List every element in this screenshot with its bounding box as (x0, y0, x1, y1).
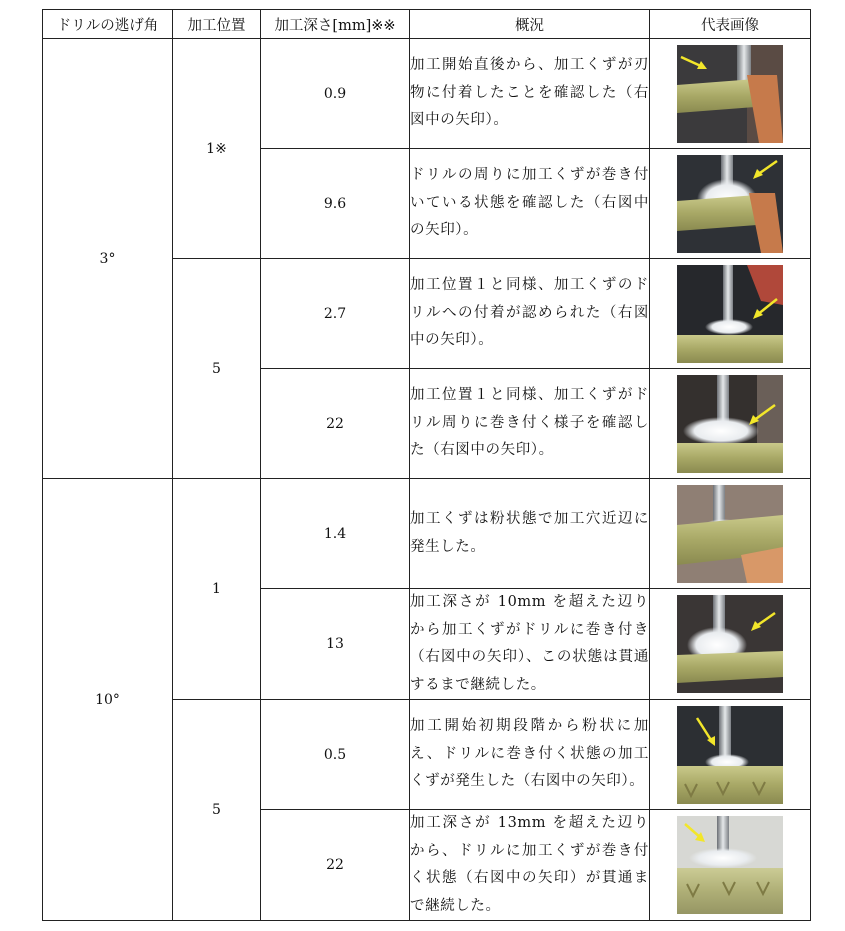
position-cell: 5 (173, 700, 261, 921)
depth-cell: 9.6 (261, 149, 410, 259)
overview-cell: 加工位置１と同様、加工くずがドリル周りに巻き付く様子を確認した（右図中の矢印）。 (410, 369, 650, 479)
depth-cell: 22 (261, 810, 410, 921)
overview-cell: 加工深さが 10mm を超えた辺りから加工くずがドリルに巻き付き（右図中の矢印）、この状態は貫通するまで継続した。 (410, 589, 650, 700)
results-table (42, 9, 811, 921)
overview-cell: 加工開始初期段階から粉状に加え、ドリルに巻き付く状態の加工くずが発生した（右図中の矢印）。 (410, 700, 650, 810)
header-position: 加工位置 (173, 10, 261, 39)
drill-photo-image (677, 816, 783, 914)
depth-cell: 0.9 (261, 39, 410, 149)
image-cell (650, 810, 811, 921)
drill-photo-image (677, 706, 783, 804)
image-cell (650, 259, 811, 369)
overview-cell: ドリルの周りに加工くずが巻き付いている状態を確認した（右図中の矢印）。 (410, 149, 650, 259)
image-cell (650, 700, 811, 810)
drill-photo-image (677, 265, 783, 363)
overview-cell: 加工深さが 13mm を超えた辺りから、ドリルに加工くずが巻き付く状態（右図中の矢印）が貫通まで継続した。 (410, 810, 650, 921)
angle-cell: 3° (43, 39, 173, 479)
depth-cell: 22 (261, 369, 410, 479)
drill-photo-image (677, 485, 783, 583)
depth-cell: 13 (261, 589, 410, 700)
image-cell (650, 149, 811, 259)
drill-photo-image (677, 45, 783, 143)
position-cell: 1 (173, 479, 261, 700)
image-cell (650, 369, 811, 479)
table-row (43, 479, 811, 589)
header-image: 代表画像 (650, 10, 811, 39)
header-depth: 加工深さ[mm]※※ (261, 10, 410, 39)
image-cell (650, 479, 811, 589)
header-row (43, 10, 811, 39)
image-cell (650, 39, 811, 149)
angle-cell: 10° (43, 479, 173, 921)
header-overview: 概況 (410, 10, 650, 39)
position-cell: 5 (173, 259, 261, 479)
header-angle: ドリルの逃げ角 (43, 10, 173, 39)
depth-cell: 0.5 (261, 700, 410, 810)
overview-cell: 加工くずは粉状態で加工穴近辺に発生した。 (410, 479, 650, 589)
depth-cell: 1.4 (261, 479, 410, 589)
overview-cell: 加工位置１と同様、加工くずのドリルへの付着が認められた（右図中の矢印）。 (410, 259, 650, 369)
image-cell (650, 589, 811, 700)
drill-photo-image (677, 595, 783, 693)
depth-cell: 2.7 (261, 259, 410, 369)
position-cell: 1※ (173, 39, 261, 259)
drill-photo-image (677, 155, 783, 253)
table-row (43, 39, 811, 149)
drill-photo-image (677, 375, 783, 473)
overview-cell: 加工開始直後から、加工くずが刃物に付着したことを確認した（右図中の矢印）。 (410, 39, 650, 149)
